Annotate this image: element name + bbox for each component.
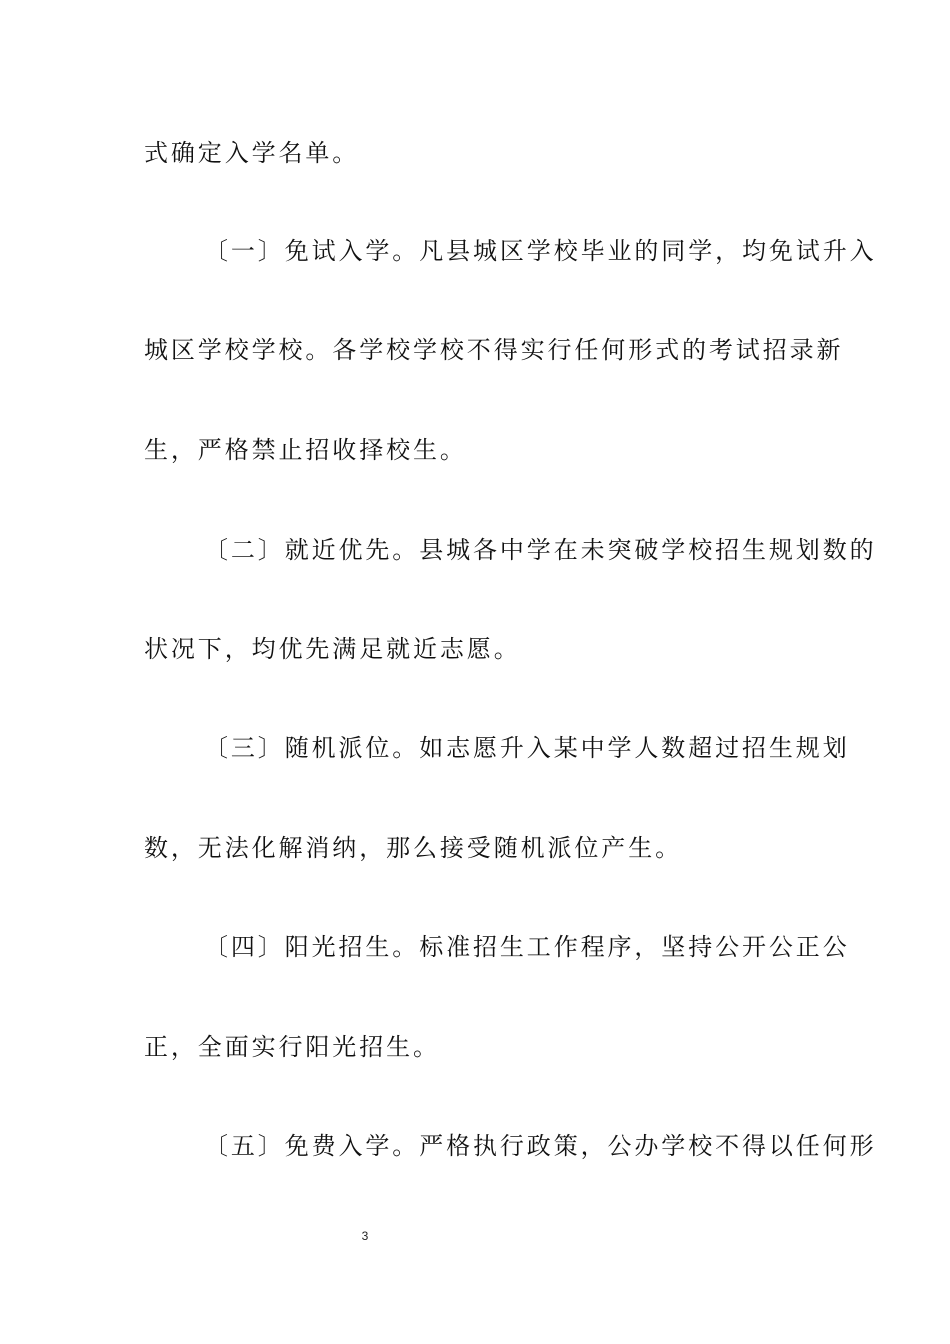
paragraph-line-item-5: 〔五〕免费入学。严格执行政策，公办学校不得以任何形 xyxy=(204,1132,877,1160)
page-number: 3 xyxy=(361,1229,369,1243)
paragraph-line: 正，全面实行阳光招生。 xyxy=(144,1033,440,1061)
paragraph-line-item-3: 〔三〕随机派位。如志愿升入某中学人数超过招生规划 xyxy=(204,734,850,762)
paragraph-line: 生，严格禁止招收择校生。 xyxy=(144,436,467,464)
paragraph-line: 城区学校学校。各学校学校不得实行任何形式的考试招录新 xyxy=(144,336,844,364)
paragraph-line-continuation: 式确定入学名单。 xyxy=(144,139,360,167)
paragraph-line-item-4: 〔四〕阳光招生。标准招生工作程序，坚持公开公正公 xyxy=(204,933,850,961)
paragraph-line: 状况下，均优先满足就近志愿。 xyxy=(144,635,521,663)
paragraph-line-item-2: 〔二〕就近优先。县城各中学在未突破学校招生规划数的 xyxy=(204,536,877,564)
paragraph-line-item-1: 〔一〕免试入学。凡县城区学校毕业的同学，均免试升入 xyxy=(204,237,877,265)
paragraph-line: 数，无法化解消纳，那么接受随机派位产生。 xyxy=(144,834,682,862)
